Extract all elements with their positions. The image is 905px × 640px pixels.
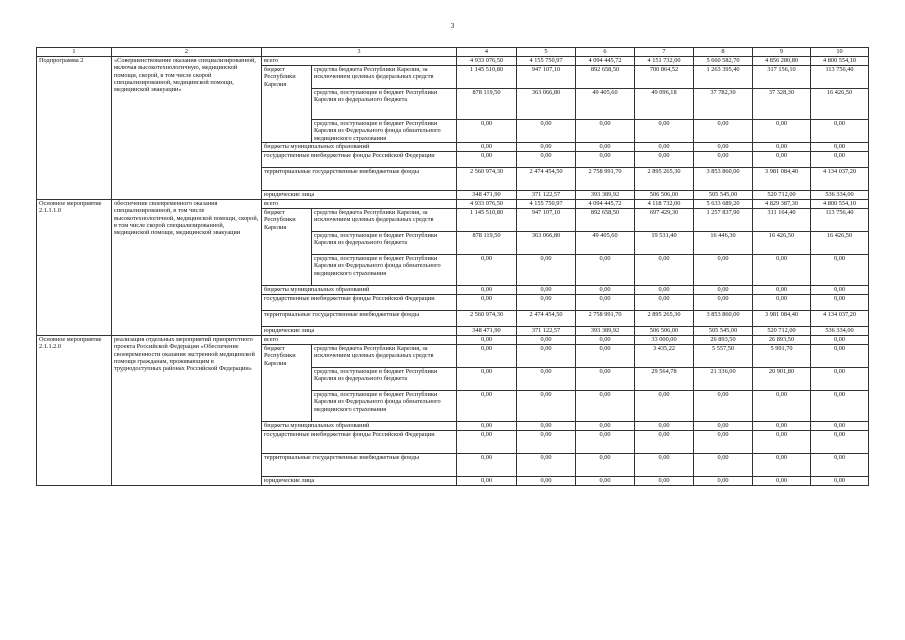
source-label: государственные внебюджетные фонды Российской Федерации (262, 152, 457, 168)
value-cell: 2 758 991,70 (576, 168, 635, 191)
source-label: территориальные государственные внебюджетные фонды (262, 454, 457, 477)
value-cell: 0,00 (457, 120, 517, 143)
value-cell: 0,00 (694, 255, 753, 286)
value-cell: 317 156,10 (753, 66, 811, 89)
table-row (37, 200, 869, 209)
value-cell: 892 658,50 (576, 66, 635, 89)
value-cell: 0,00 (576, 336, 635, 345)
value-cell: 0,00 (635, 431, 694, 454)
value-cell: 113 756,40 (811, 209, 869, 232)
value-cell: 0,00 (576, 422, 635, 431)
value-cell: 0,00 (811, 336, 869, 345)
value-cell: 2 474 454,50 (517, 311, 576, 327)
value-cell: 4 134 037,20 (811, 311, 869, 327)
value-cell: 0,00 (811, 454, 869, 477)
value-cell: 0,00 (694, 120, 753, 143)
value-cell: 2 560 974,30 (457, 311, 517, 327)
value-cell: 0,00 (517, 120, 576, 143)
column-header: 10 (811, 48, 869, 57)
value-cell: 0,00 (457, 477, 517, 486)
source-sublabel: средства, поступающие в бюджет Республики Карелия из Федерального фонда обязательного медицинского страхования (312, 255, 457, 286)
value-cell: 371 122,57 (517, 327, 576, 336)
value-cell: 33 000,00 (635, 336, 694, 345)
source-sublabel: средства, поступающие в бюджет Республики Карелия из федерального бюджета (312, 368, 457, 391)
value-cell: 0,00 (811, 255, 869, 286)
source-label: бюджеты муниципальных образований (262, 286, 457, 295)
value-cell: 37 782,30 (694, 89, 753, 120)
value-cell: 19 531,40 (635, 232, 694, 255)
value-cell: 4 933 076,50 (457, 200, 517, 209)
value-cell: 0,00 (517, 295, 576, 311)
value-cell: 4 800 554,10 (811, 57, 869, 66)
value-cell: 947 107,10 (517, 209, 576, 232)
value-cell: 0,00 (811, 391, 869, 422)
value-cell: 0,00 (457, 368, 517, 391)
value-cell: 2 758 991,70 (576, 311, 635, 327)
value-cell: 0,00 (576, 286, 635, 295)
value-cell: 0,00 (811, 345, 869, 368)
value-cell: 4 155 750,97 (517, 200, 576, 209)
value-cell: 0,00 (753, 255, 811, 286)
value-cell: 1 257 837,90 (694, 209, 753, 232)
value-cell: 311 164,40 (753, 209, 811, 232)
value-cell: 2 895 265,30 (635, 168, 694, 191)
value-cell: 0,00 (635, 422, 694, 431)
value-cell: 0,00 (694, 431, 753, 454)
value-cell: 0,00 (811, 368, 869, 391)
value-cell: 0,00 (576, 152, 635, 168)
value-cell: 0,00 (457, 336, 517, 345)
source-sublabel: средства бюджета Республики Карелия, за исключением целевых федеральных средств (312, 209, 457, 232)
value-cell: 0,00 (517, 286, 576, 295)
value-cell: 0,00 (635, 477, 694, 486)
source-label: всего (262, 57, 457, 66)
value-cell: 16 426,50 (811, 232, 869, 255)
value-cell: 5 633 689,20 (694, 200, 753, 209)
value-cell: 878 119,50 (457, 232, 517, 255)
value-cell: 0,00 (753, 391, 811, 422)
value-cell: 0,00 (576, 255, 635, 286)
value-cell: 4 094 445,72 (576, 57, 635, 66)
value-cell: 0,00 (517, 143, 576, 152)
value-cell: 0,00 (753, 286, 811, 295)
value-cell: 363 066,80 (517, 89, 576, 120)
value-cell: 0,00 (694, 422, 753, 431)
value-cell: 4 800 554,10 (811, 200, 869, 209)
value-cell: 536 334,00 (811, 191, 869, 200)
value-cell: 393 389,92 (576, 327, 635, 336)
value-cell: 697 429,30 (635, 209, 694, 232)
value-cell: 506 506,00 (635, 327, 694, 336)
value-cell: 0,00 (635, 286, 694, 295)
value-cell: 0,00 (753, 120, 811, 143)
value-cell: 0,00 (457, 391, 517, 422)
column-header: 8 (694, 48, 753, 57)
value-cell: 0,00 (635, 120, 694, 143)
source-label: территориальные государственные внебюджетные фонды (262, 168, 457, 191)
value-cell: 3 981 084,40 (753, 168, 811, 191)
page-number: 3 (450, 22, 455, 30)
column-header: 7 (635, 48, 694, 57)
column-header: 4 (457, 48, 517, 57)
source-label: бюджет Республики Карелия (262, 209, 312, 286)
value-cell: 4 155 750,97 (517, 57, 576, 66)
value-cell: 4 151 732,00 (635, 57, 694, 66)
value-cell: 4 856 280,80 (753, 57, 811, 66)
value-cell: 536 334,00 (811, 327, 869, 336)
value-cell: 49 405,60 (576, 89, 635, 120)
column-header: 6 (576, 48, 635, 57)
value-cell: 0,00 (457, 152, 517, 168)
value-cell: 0,00 (457, 345, 517, 368)
value-cell: 29 564,78 (635, 368, 694, 391)
value-cell: 505 545,00 (694, 327, 753, 336)
column-header: 9 (753, 48, 811, 57)
value-cell: 0,00 (753, 477, 811, 486)
value-cell: 3 435,22 (635, 345, 694, 368)
value-cell: 113 756,40 (811, 66, 869, 89)
source-sublabel: средства, поступающие в бюджет Республики Карелия из федерального бюджета (312, 232, 457, 255)
source-label: бюджеты муниципальных образований (262, 422, 457, 431)
value-cell: 0,00 (694, 143, 753, 152)
source-label: юридические лица (262, 327, 457, 336)
value-cell: 0,00 (457, 422, 517, 431)
value-cell: 0,00 (753, 152, 811, 168)
value-cell: 0,00 (457, 454, 517, 477)
value-cell: 348 471,90 (457, 327, 517, 336)
value-cell: 1 145 510,80 (457, 66, 517, 89)
value-cell: 0,00 (635, 391, 694, 422)
value-cell: 520 712,00 (753, 191, 811, 200)
source-sublabel: средства бюджета Республики Карелия, за исключением целевых федеральных средств (312, 66, 457, 89)
value-cell: 1 263 395,40 (694, 66, 753, 89)
value-cell: 26 893,50 (753, 336, 811, 345)
value-cell: 520 712,00 (753, 327, 811, 336)
value-cell: 0,00 (517, 336, 576, 345)
value-cell: 0,00 (576, 477, 635, 486)
source-sublabel: средства, поступающие в бюджет Республики Карелия из Федерального фонда обязательного медицинского страхования (312, 391, 457, 422)
source-label: всего (262, 336, 457, 345)
value-cell: 0,00 (811, 143, 869, 152)
value-cell: 2 560 974,30 (457, 168, 517, 191)
value-cell: 0,00 (753, 431, 811, 454)
value-cell: 0,00 (576, 295, 635, 311)
value-cell: 16 446,30 (694, 232, 753, 255)
source-label: бюджеты муниципальных образований (262, 143, 457, 152)
value-cell: 0,00 (457, 431, 517, 454)
value-cell: 5 557,50 (694, 345, 753, 368)
value-cell: 0,00 (576, 120, 635, 143)
value-cell: 16 426,50 (753, 232, 811, 255)
value-cell: 4 933 076,50 (457, 57, 517, 66)
column-header: 1 (37, 48, 112, 57)
value-cell: 4 118 732,00 (635, 200, 694, 209)
value-cell: 0,00 (635, 295, 694, 311)
value-cell: 0,00 (811, 152, 869, 168)
row-code: Основное мероприятие 2.1.1.1.0 (37, 200, 112, 336)
value-cell: 878 119,50 (457, 89, 517, 120)
value-cell: 49 096,18 (635, 89, 694, 120)
value-cell: 348 471,90 (457, 191, 517, 200)
row-name: обеспечение своевременного оказания специализированной, в том числе высокотехнологичной, медицинской помощи, скорой, в том числе скорой специализированной, медицинской помощи, медицинской эвакуации (112, 200, 262, 336)
value-cell: 0,00 (576, 431, 635, 454)
table-row (37, 336, 869, 345)
value-cell: 16 426,50 (811, 89, 869, 120)
value-cell: 2 895 265,30 (635, 311, 694, 327)
value-cell: 2 474 454,50 (517, 168, 576, 191)
value-cell: 363 066,80 (517, 232, 576, 255)
value-cell: 947 107,10 (517, 66, 576, 89)
value-cell: 3 853 860,00 (694, 168, 753, 191)
value-cell: 0,00 (694, 295, 753, 311)
value-cell: 49 405,60 (576, 232, 635, 255)
source-sublabel: средства, поступающие в бюджет Республики Карелия из федерального бюджета (312, 89, 457, 120)
value-cell: 506 506,00 (635, 191, 694, 200)
source-label: бюджет Республики Карелия (262, 345, 312, 422)
value-cell: 0,00 (635, 143, 694, 152)
column-header: 3 (262, 48, 457, 57)
source-label: всего (262, 200, 457, 209)
value-cell: 0,00 (517, 368, 576, 391)
value-cell: 37 328,30 (753, 89, 811, 120)
source-label: государственные внебюджетные фонды Российской Федерации (262, 295, 457, 311)
value-cell: 0,00 (753, 422, 811, 431)
row-code: Основное мероприятие 2.1.1.2.0 (37, 336, 112, 486)
value-cell: 0,00 (517, 391, 576, 422)
value-cell: 0,00 (694, 286, 753, 295)
column-header: 5 (517, 48, 576, 57)
source-label: юридические лица (262, 191, 457, 200)
value-cell: 0,00 (457, 255, 517, 286)
source-label: юридические лица (262, 477, 457, 486)
value-cell: 0,00 (517, 431, 576, 454)
value-cell: 0,00 (811, 120, 869, 143)
table-row (37, 57, 869, 66)
value-cell: 1 145 510,80 (457, 209, 517, 232)
value-cell: 0,00 (576, 368, 635, 391)
value-cell: 26 893,50 (694, 336, 753, 345)
value-cell: 3 853 860,00 (694, 311, 753, 327)
value-cell: 0,00 (517, 152, 576, 168)
value-cell: 0,00 (517, 255, 576, 286)
value-cell: 0,00 (694, 454, 753, 477)
header-row (37, 48, 869, 57)
value-cell: 0,00 (576, 391, 635, 422)
value-cell: 21 336,00 (694, 368, 753, 391)
value-cell: 4 094 445,72 (576, 200, 635, 209)
value-cell: 0,00 (811, 431, 869, 454)
value-cell: 0,00 (517, 422, 576, 431)
budget-table (36, 47, 869, 486)
column-header: 2 (112, 48, 262, 57)
value-cell: 0,00 (811, 286, 869, 295)
row-code: Подпрограмма 2 (37, 57, 112, 200)
source-label: бюджет Республики Карелия (262, 66, 312, 143)
value-cell: 0,00 (457, 143, 517, 152)
value-cell: 0,00 (694, 391, 753, 422)
value-cell: 0,00 (694, 477, 753, 486)
source-label: государственные внебюджетные фонды Российской Федерации (262, 431, 457, 454)
value-cell: 371 122,57 (517, 191, 576, 200)
source-sublabel: средства бюджета Республики Карелия, за исключением целевых федеральных средств (312, 345, 457, 368)
value-cell: 5 991,70 (753, 345, 811, 368)
value-cell: 0,00 (635, 152, 694, 168)
value-cell: 0,00 (694, 152, 753, 168)
value-cell: 0,00 (517, 345, 576, 368)
value-cell: 393 389,92 (576, 191, 635, 200)
value-cell: 0,00 (753, 454, 811, 477)
value-cell: 0,00 (576, 345, 635, 368)
value-cell: 0,00 (457, 295, 517, 311)
value-cell: 5 660 582,70 (694, 57, 753, 66)
value-cell: 0,00 (811, 477, 869, 486)
row-name: реализация отдельных мероприятий приоритетного проекта Российской Федерации «Обеспечение своевременности оказания экстренной медицинской помощи гражданам, проживающим в труднодоступных районах Российской Федерации» (112, 336, 262, 486)
value-cell: 0,00 (753, 143, 811, 152)
value-cell: 4 829 387,30 (753, 200, 811, 209)
value-cell: 0,00 (517, 477, 576, 486)
value-cell: 700 864,52 (635, 66, 694, 89)
source-label: территориальные государственные внебюджетные фонды (262, 311, 457, 327)
value-cell: 0,00 (576, 143, 635, 152)
value-cell: 20 901,80 (753, 368, 811, 391)
value-cell: 0,00 (517, 454, 576, 477)
value-cell: 3 981 084,40 (753, 311, 811, 327)
value-cell: 892 658,50 (576, 209, 635, 232)
value-cell: 0,00 (635, 255, 694, 286)
value-cell: 0,00 (457, 286, 517, 295)
value-cell: 0,00 (576, 454, 635, 477)
value-cell: 4 134 037,20 (811, 168, 869, 191)
value-cell: 0,00 (811, 422, 869, 431)
source-sublabel: средства, поступающие в бюджет Республики Карелия из Федерального фонда обязательного медицинского страхования (312, 120, 457, 143)
value-cell: 505 545,00 (694, 191, 753, 200)
row-name: «Совершенствование оказания специализированной, включая высокотехнологичную, медицинской помощи, скорой, в том числе скорой специализированной, медицинской помощи, медицинской эвакуации» (112, 57, 262, 200)
table-body (37, 48, 869, 486)
value-cell: 0,00 (753, 295, 811, 311)
value-cell: 0,00 (635, 454, 694, 477)
value-cell: 0,00 (811, 295, 869, 311)
